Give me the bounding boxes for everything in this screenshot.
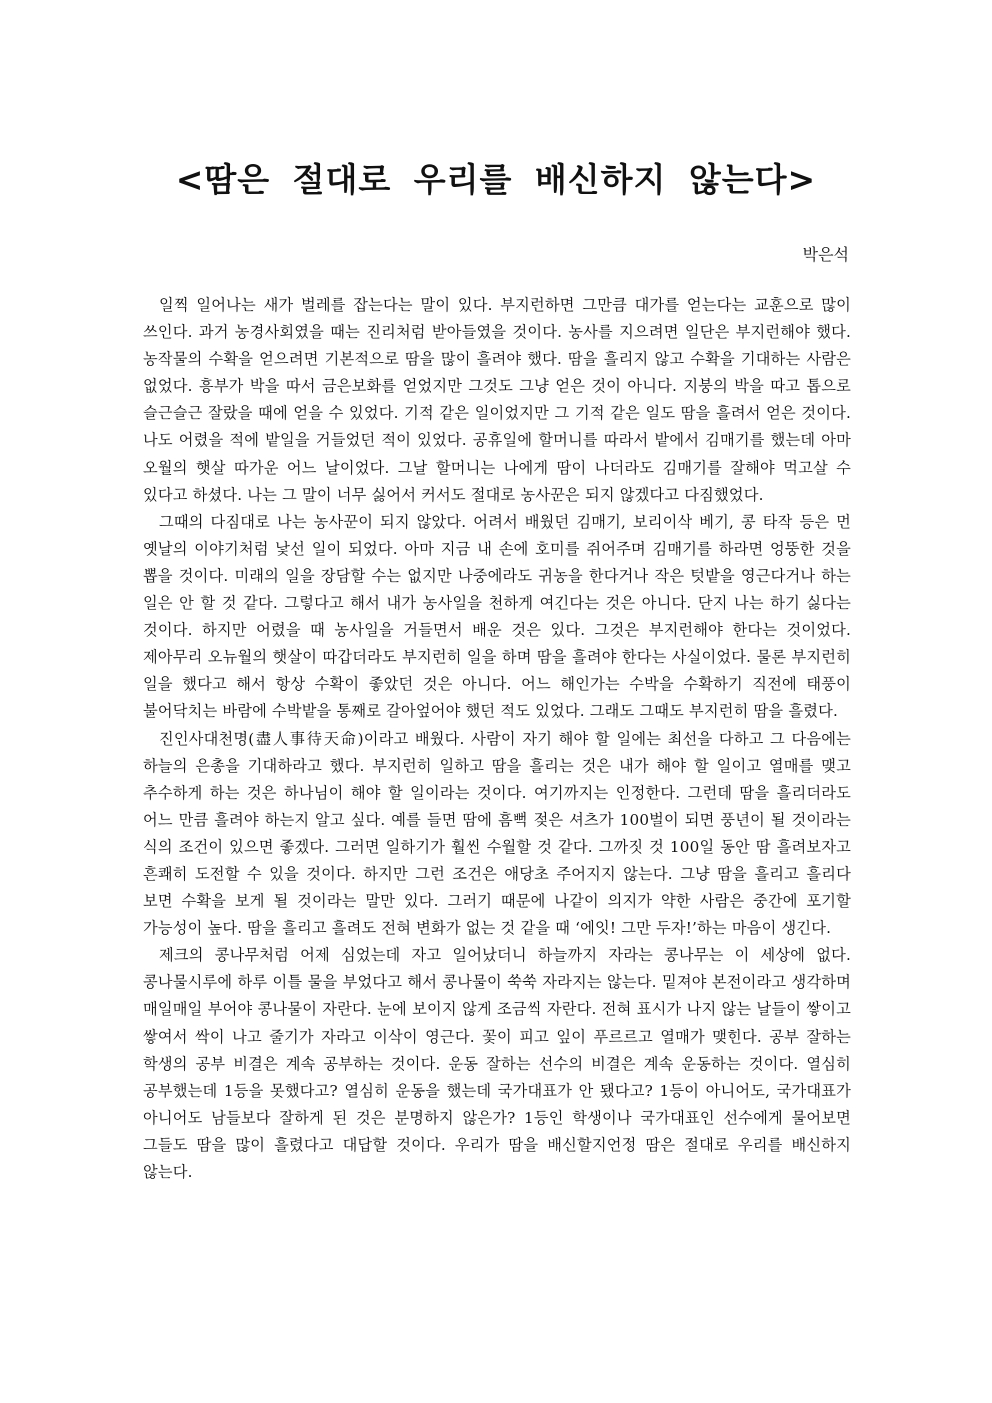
paragraph-2: 그때의 다짐대로 나는 농사꾼이 되지 않았다. 어려서 배웠던 김매기, 보리이삭 베기, 콩 타작 등은 먼 옛날의 이야기처럼 낯선 일이 되었다. 아마 지금 내 손에 호미를 쥐어주며 김매기를 하라면 엉뚱한 것을 뽑을 것이다. 미래의 일을 장담할 수는 없지만 나중에라도 귀농을 한다거나 작은 텃밭을 영근다거나 하는 일은 안 할 것 같다. 그렇다고 해서 내가 농사일을 천하게 여긴다는 것은 아니다. 단지 나는 하기 싫다는 것이다. 하지만 어렸을 때 농사일을 거들면서 배운 것은 있다. 그것은 부지런해야 한다는 것이었다. 제아무리 오뉴월의 햇살이 따갑더라도 부지런히 일을 하며 땀을 흘려야 한다는 사실이었다. 물론 부지런히 일을 했다고 해서 항상 수확이 좋았던 것은 아니다. 어느 해인가는 수박을 수확하기 직전에 태풍이 불어닥치는 바람에 수박밭을 통째로 갈아엎어야 했던 적도 있었다. 그래도 그때도 부지런히 땀을 흘렸다. [143,512,851,721]
author-name: 박은석 [802,245,849,264]
essay-body [143,292,851,1186]
paragraph-1: 일찍 일어나는 새가 벌레를 잡는다는 말이 있다. 부지런하면 그만큼 대가를 얻는다는 교훈으로 많이 쓰인다. 과거 농경사회였을 때는 진리처럼 받아들였을 것이다. 농사를 지으려면 일단은 부지런해야 했다. 농작물의 수확을 얻으려면 기본적으로 땀을 많이 흘려야 했다. 땀을 흘리지 않고 수확을 기대하는 사람은 없었다. 흥부가 박을 따서 금은보화를 얻었지만 그것도 그냥 얻은 것이 아니다. 지붕의 박을 따고 톱으로 슬근슬근 잘랐을 때에 얻을 수 있었다. 기적 같은 일이었지만 그 기적 같은 일도 땀을 흘려서 얻은 것이다. 나도 어렸을 적에 밭일을 거들었던 적이 있었다. 공휴일에 할머니를 따라서 밭에서 김매기를 했는데 아마 오월의 햇살 따가운 어느 날이었다. 그날 할머니는 나에게 땀이 나더라도 김매기를 잘해야 먹고살 수 있다고 하셨다. 나는 그 말이 너무 싫어서 커서도 절대로 농사꾼은 되지 않겠다고 다짐했었다. [143,296,851,504]
paragraph-3: 진인사대천명(盡人事待天命)이라고 배웠다. 사람이 자기 해야 할 일에는 최선을 다하고 그 다음에는 하늘의 은총을 기대하라고 했다. 부지런히 일하고 땀을 흘리는 것은 내가 해야 할 일이고 열매를 맺고 추수하게 하는 것은 하나님이 해야 할 일이라는 것이다. 여기까지는 인정한다. 그런데 땀을 흘리더라도 어느 만큼 흘려야 하는지 알고 싶다. 예를 들면 땀에 흠뻑 젖은 셔츠가 100벌이 되면 풍년이 될 것이라는 식의 조건이 있으면 좋겠다. 그러면 일하기가 훨씬 수월할 것 같다. 그까짓 것 100일 동안 땀 흘려보자고 흔쾌히 도전할 수 있을 것이다. 하지만 그런 조건은 애당초 주어지지 않는다. 그냥 땀을 흘리고 흘리다 보면 수확을 보게 될 것이라는 말만 있다. 그러기 때문에 나같이 의지가 약한 사람은 중간에 포기할 가능성이 높다. 땀을 흘리고 흘려도 전혀 변화가 없는 것 같을 때 ‘에잇! 그만 두자!’하는 마음이 생긴다. [143,729,851,938]
paragraph-4: 제크의 콩나무처럼 어제 심었는데 자고 일어났더니 하늘까지 자라는 콩나무는 이 세상에 없다. 콩나물시루에 하루 이틀 물을 부었다고 해서 콩나물이 쑥쑥 자라지는 않는다. 밑져야 본전이라고 생각하며 매일매일 부어야 콩나물이 자란다. 눈에 보이지 않게 조금씩 자란다. 전혀 표시가 나지 않는 날들이 쌓이고 쌓여서 싹이 나고 줄기가 자라고 이삭이 영근다. 꽃이 피고 잎이 푸르르고 열매가 맺힌다. 공부 잘하는 학생의 공부 비결은 계속 공부하는 것이다. 운동 잘하는 선수의 비결은 계속 운동하는 것이다. 열심히 공부했는데 1등을 못했다고? 열심히 운동을 했는데 국가대표가 안 됐다고? 1등이 아니어도, 국가대표가 아니어도 남들보다 잘하게 된 것은 분명하지 않은가? 1등인 학생이나 국가대표인 선수에게 물어보면 그들도 땀을 많이 흘렸다고 대답할 것이다. 우리가 땀을 배신할지언정 땀은 절대로 우리를 배신하지 않는다. [143,946,851,1181]
essay-title: <땀은 절대로 우리를 배신하지 않는다> [175,160,817,199]
